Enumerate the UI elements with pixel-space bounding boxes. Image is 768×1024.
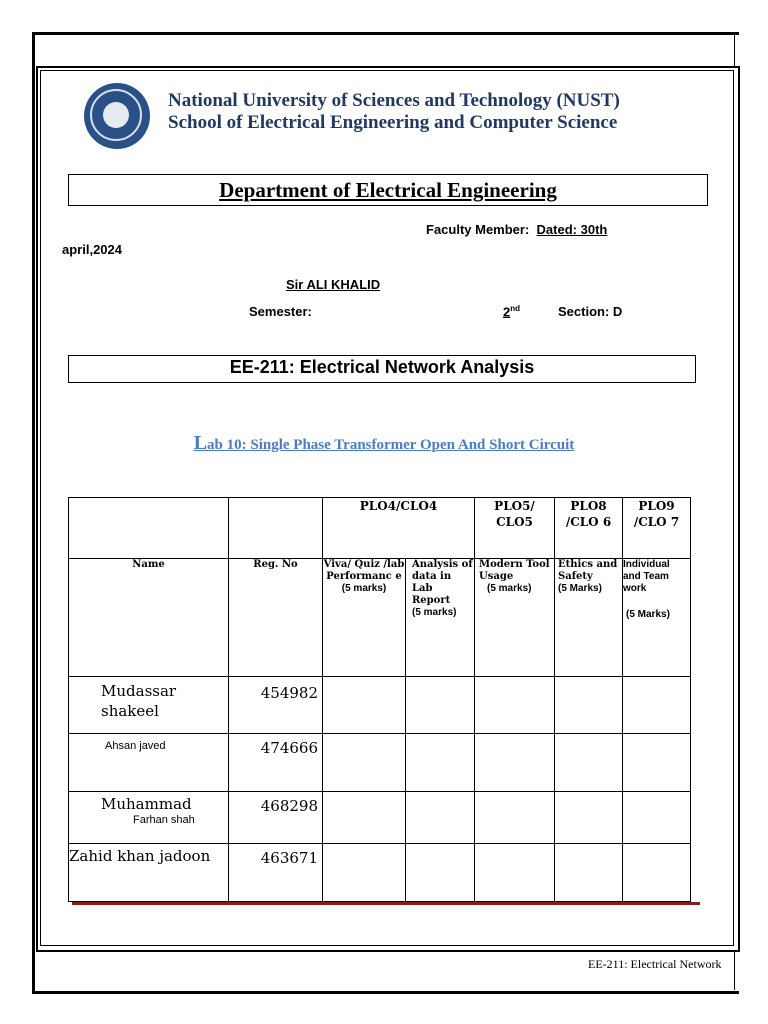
ethics-label: Ethics and Safety xyxy=(558,559,618,582)
column-header-row xyxy=(69,559,691,677)
semester-label: Semester: xyxy=(249,304,312,319)
frame-edge xyxy=(734,32,735,68)
semester-suffix: nd xyxy=(510,304,521,313)
grade-cell xyxy=(406,792,475,844)
student-name: Ahsan javed xyxy=(69,734,229,792)
ethics-header xyxy=(555,559,623,677)
plo9-header: PLO9 /CLO 7 xyxy=(623,498,691,559)
grade-cell xyxy=(623,734,691,792)
table-row xyxy=(69,844,691,902)
lab-title xyxy=(60,432,708,455)
modern-tool-header xyxy=(475,559,555,677)
individual-marks: (5 Marks) xyxy=(626,609,670,620)
date-continuation: april,2024 xyxy=(62,242,122,257)
analysis-marks: (5 marks) xyxy=(412,607,457,618)
nust-logo-core xyxy=(103,102,129,128)
student-name-cont: Farhan shah xyxy=(133,814,195,826)
analysis-header xyxy=(406,559,475,677)
grade-cell xyxy=(475,792,555,844)
student-name: Mudassar shakeel xyxy=(69,677,229,734)
grade-cell xyxy=(555,792,623,844)
university-line-1: National University of Sciences and Technology (NUST) xyxy=(168,90,620,111)
page-footer: EE-211: Electrical Network xyxy=(588,957,722,971)
viva-header xyxy=(323,559,406,677)
modern-tool-marks: (5 marks) xyxy=(487,583,532,594)
grade-cell xyxy=(406,677,475,734)
grade-cell xyxy=(406,734,475,792)
table-row xyxy=(69,734,691,792)
viva-label: Viva/ Quiz /lab Performanc e xyxy=(323,559,405,582)
table-row xyxy=(69,677,691,734)
grade-cell xyxy=(623,792,691,844)
grade-cell xyxy=(323,677,406,734)
grade-cell xyxy=(555,677,623,734)
table-row xyxy=(69,792,691,844)
section: Section: D xyxy=(558,304,623,319)
reg-number: 463671 xyxy=(229,844,323,902)
course-title: EE-211: Electrical Network Analysis xyxy=(229,357,535,377)
empty-cell xyxy=(69,498,229,559)
reg-number: 454982 xyxy=(229,677,323,734)
plo8-header: PLO8 /CLO 6 xyxy=(555,498,623,559)
individual-header xyxy=(623,559,691,677)
grade-cell xyxy=(623,844,691,902)
student-name-cell xyxy=(69,792,229,844)
viva-marks: (5 marks) xyxy=(341,583,387,594)
grade-cell xyxy=(323,734,406,792)
university-line-2: School of Electrical Engineering and Computer Science xyxy=(168,112,618,133)
name-header: Name xyxy=(69,559,229,677)
reg-number: 474666 xyxy=(229,734,323,792)
individual-label: Individual and Team work xyxy=(623,559,670,594)
empty-cell xyxy=(229,498,323,559)
reg-header: Reg. No xyxy=(229,559,323,677)
department-title: Department of Electrical Engineering xyxy=(219,178,557,202)
plo5-header: PLO5/ CLO5 xyxy=(475,498,555,559)
university-name xyxy=(168,90,620,134)
lab-title-rest: ab 10: Single Phase Transformer Open And Short Circuit xyxy=(207,437,575,453)
student-name: Muhammad xyxy=(101,795,192,813)
grade-cell xyxy=(555,844,623,902)
reg-number: 468298 xyxy=(229,792,323,844)
analysis-label: Analysis of data in Lab Report xyxy=(412,559,473,606)
grade-cell xyxy=(406,844,475,902)
dated-label: Dated: 30th xyxy=(536,222,608,237)
faculty-name: Sir ALI KHALID xyxy=(286,277,381,292)
grade-cell xyxy=(623,677,691,734)
group-header-row xyxy=(69,498,691,559)
grade-cell xyxy=(323,844,406,902)
lab-title-initial: L xyxy=(193,432,208,454)
grade-cell xyxy=(555,734,623,792)
student-name: Zahid khan jadoon xyxy=(69,844,229,902)
frame-edge xyxy=(734,950,735,990)
semester-value xyxy=(503,304,520,319)
plo4-header: PLO4/CLO4 xyxy=(323,498,475,559)
grade-cell xyxy=(475,844,555,902)
modern-tool-label: Modern Tool Usage xyxy=(479,559,550,582)
grade-cell xyxy=(475,734,555,792)
grade-cell xyxy=(475,677,555,734)
grade-cell xyxy=(323,792,406,844)
semester-number: 2 xyxy=(503,304,511,320)
ethics-marks: (5 Marks) xyxy=(558,583,602,594)
grades-table xyxy=(68,497,691,902)
faculty-dated-line xyxy=(426,222,607,237)
faculty-label: Faculty Member: xyxy=(426,222,530,237)
footer-rule xyxy=(72,902,700,905)
